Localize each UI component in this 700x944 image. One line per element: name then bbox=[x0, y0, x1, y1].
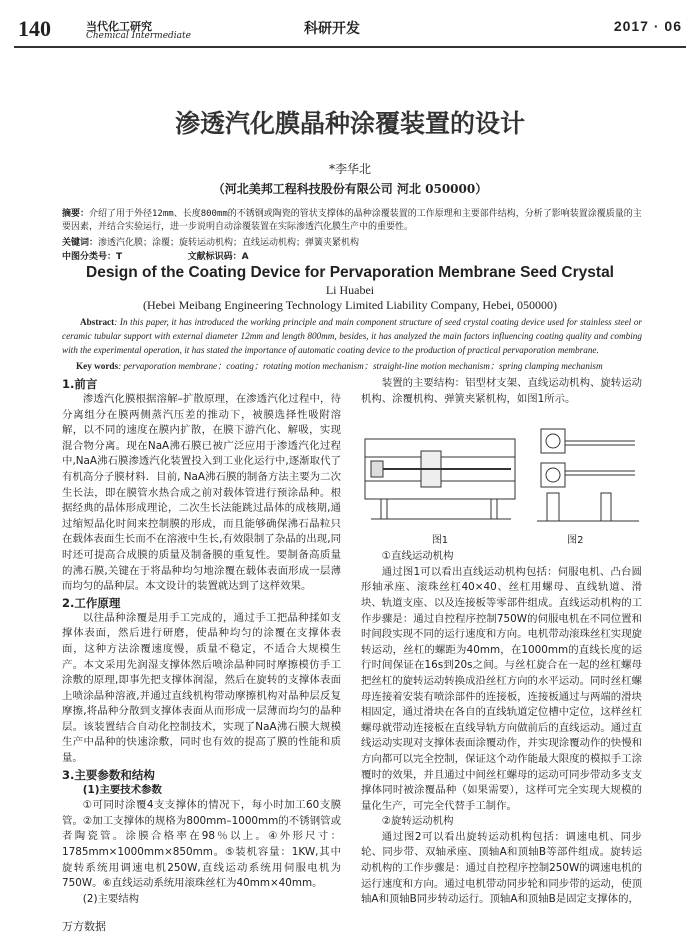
abstract-cn bbox=[62, 208, 642, 234]
figure-1-caption: 图1 bbox=[431, 535, 449, 547]
section-3-title: 3.主要参数和结构 bbox=[62, 767, 155, 782]
keywords-cn-label: 关键词： bbox=[62, 238, 99, 248]
keywords-en-text: : pervaporation membrane；coating；rotating motion mechanism；straight-line motion mechanism；spring clamping mechanism bbox=[118, 361, 603, 371]
classification-value: T bbox=[116, 252, 123, 262]
affiliation: （河北美邦工程科技股份有限公司 河北 050000） bbox=[212, 182, 488, 196]
figures bbox=[361, 409, 642, 549]
doc-code-label: 文献标识码： bbox=[187, 252, 242, 262]
doc-code-value: A bbox=[241, 252, 249, 262]
footer-watermark: 万方数据 bbox=[62, 920, 106, 933]
keywords-en bbox=[76, 358, 646, 372]
affiliation-en: (Hebei Meibang Engineering Technology Limited Liability Company, Hebei, 050000) bbox=[142, 298, 558, 312]
figure-1-drawing bbox=[361, 409, 642, 533]
header-divider bbox=[14, 46, 686, 48]
issue-label: 2017 · 06 bbox=[613, 18, 682, 34]
abstract-en-text: : In this paper, it has introduced the working principle and main component structure of seed crystal coating device used for stainless steel or ceramic tubular support with external diameter 12mm and length 800mm, besides, it has analyzed the main factors influencing coating quality and combing with the experimental operation, it has stated the importance of automatic coating device to the production of practical pervaporation membrane. bbox=[62, 317, 642, 355]
right-column bbox=[361, 376, 642, 908]
abstract-cn-text: 介绍了用于外径12mm、长度800mm的不锈钢或陶瓷的管状支撑体的晶种涂覆装置的工作原理和主要部件结构，分析了影响装置涂覆质量的主要因素，并结合实验运行，进一步说明自动涂覆装置在实际渗透汽化膜生产中的重要性。 bbox=[62, 209, 642, 232]
figure-2-caption: 图2 bbox=[567, 535, 584, 547]
paper-title-en: Design of the Coating Device for Pervaporation Membrane Seed Crystal bbox=[86, 264, 614, 281]
abstract-en bbox=[62, 315, 642, 357]
section-label: 科研开发 bbox=[304, 20, 360, 36]
section-3-paragraph: ①可同时涂覆4支支撑体的情况下，每小时加工60支膜管。②加工支撑体的规格为800mm–1000mm的不锈钢管或者陶瓷管。涂膜合格率在98％以上。④外形尺寸：1785mm×1000mm×850mm。⑤装机容量：1KW,其中旋转系统用调速电机250W,直线运动系统用伺服电机为750W。⑥直线运动系统用滚珠丝杠为40mm×40mm。 bbox=[62, 799, 341, 890]
journal-name-cn: 当代化工研究 bbox=[86, 21, 152, 33]
classification bbox=[62, 251, 642, 264]
journal-name-en: Chemical Intermediate bbox=[86, 31, 191, 41]
section-1-title: 1.前言 bbox=[62, 377, 98, 391]
abstract-cn-label: 摘要： bbox=[62, 209, 90, 219]
subsection-rotary-title: ②旋转运动机构 bbox=[381, 815, 454, 828]
page-number: 140 bbox=[18, 16, 51, 41]
subsection-rotary-paragraph: 通过图2可以看出旋转运动机构包括：调速电机、同步轮、同步带、双轴承座、顶轴A和顶轴B等部件组成。旋转运动机构的工作步骤是：通过自控程序控制250W的调速电机的运行速度和方向。通过电机带动同步轮和同步带的运动，使顶轴A和顶轴B同步转动运行。顶轴A和顶轴B是固定支撑体的， bbox=[361, 830, 642, 906]
abstract-en-label: Abstract bbox=[80, 317, 115, 327]
keywords-cn-text: 渗透汽化膜；涂覆；旋转运动机构；直线运动机构；弹簧夹紧机构 bbox=[98, 238, 360, 248]
keywords-en-label: Key words bbox=[76, 361, 119, 371]
classification-label: 中图分类号： bbox=[62, 252, 117, 262]
paper-title: 渗透汽化膜晶种涂覆装置的设计 bbox=[174, 109, 525, 138]
author: *李华北 bbox=[328, 162, 371, 176]
subsection-linear-paragraph: 通过图1可以看出直线运动机构包括：伺服电机、凸台圆形轴承座、滚珠丝杠40×40、丝杠用螺母、直线轨道、滑块、轨道支座、以及连接板等零部件组成。直线运动机构的工作步骤是：通过自控程序控制750W的伺服电机在不同位置和时间段实现不同的运行速度和方向。电机带动滚珠丝杠实现旋转运动，丝杠的螺距为40mm，在1000mm的直线长度的运行时间保证在16s到20s之间。与丝杠旋合在一起的丝杠螺母把丝杠的旋转运动转换成沿丝杠方向的水平运动。同时丝杠螺母连接着安装有喷涂部件的连接板，连接板通过与两端的滑块相固定，通过滑块在各自的直线轨道定位槽中定位，这样丝杠螺母就带动连接板在直线导轨方向做前后的直线运动。通过直线运动实现对支撑体表面涂覆动作，并实现涂覆动作的快慢和方向都可以完全控制，保证这个动作能最大限度的模拟手工涂覆时的效果，并且通过中间丝杠螺母的运动可同步带动多支支撑体同时被涂覆晶种（如果需要），这样可完全实现大规模的量化生产，可完全代替手工制作。 bbox=[361, 565, 642, 812]
section-3-subtitle-2: (2)主要结构 bbox=[82, 892, 140, 905]
section-1-paragraph: 渗透汽化膜根据溶解–扩散原理，在渗透汽化过程中，待分离组分在膜两侧蒸汽压差的推动下，被膜选择性吸附溶解，以不同的速度在膜内扩散，在膜下游汽化、解吸，实现混合物分离。现在NaA沸石膜已被广泛应用于渗透汽化过程中,NaA沸石膜渗透汽化装置投入到工业化运行中,逐渐取代了有机高分子膜材料．目前, NaA沸石膜的制备方法主要为二次生长法，即在膜管水热合成之前对载体管进行预涂晶种。根据经典的晶体形成理论，二次生长法能跳过晶体的成核期,通过缩短晶化时间来控制膜的形成，而且能够确保沸石晶粒只在载体表面生长而不在溶液中生长,有效限制了杂晶的出现,同时还可提高合成膜的质量及制备膜的重复性。要制备高质量的沸石膜,关键在于将晶种均匀地涂覆在载体表面形成一层薄而均匀的晶种层。本文设计的装置就达到了这样效果。 bbox=[62, 393, 341, 593]
section-2-paragraph: 以往晶种涂覆是用手工完成的，通过手工把晶种揉如支撑体表面，然后进行研磨，使晶种均匀的涂覆在支撑体表面，这种方法涂覆速度慢，质量不稳定，不适合大规模生产。本文采用先润湿支撑体然后喷涂晶种同时摩擦模仿手工涂敷的原理,即事先把支撑体润湿，然后在旋转的支撑体表面上喷涂晶种溶液,并通过直线机构带动摩擦机构对晶种层反复摩擦,将晶种分散到支撑体表面从而形成一层薄而均匀的晶种层。该装置结合自动化控制技术，实现了NaA沸石膜大规模生产中晶种的快速涂敷，同时也有效的提高了膜的性能和质量。 bbox=[62, 611, 341, 765]
author-en: Li Huabei bbox=[325, 283, 375, 297]
keywords-cn bbox=[62, 237, 642, 250]
section-2-title: 2.工作原理 bbox=[62, 595, 121, 610]
structure-intro: 装置的主要结构：铝型材支架、直线运动机构、旋转运动机构、涂覆机构、弹簧夹紧机构，如图1所示。 bbox=[361, 377, 642, 405]
subsection-linear-title: ①直线运动机构 bbox=[381, 550, 454, 563]
left-column bbox=[62, 376, 341, 907]
figure-captions bbox=[361, 533, 642, 549]
section-3-subtitle-1: (1)主要技术参数 bbox=[82, 783, 162, 796]
